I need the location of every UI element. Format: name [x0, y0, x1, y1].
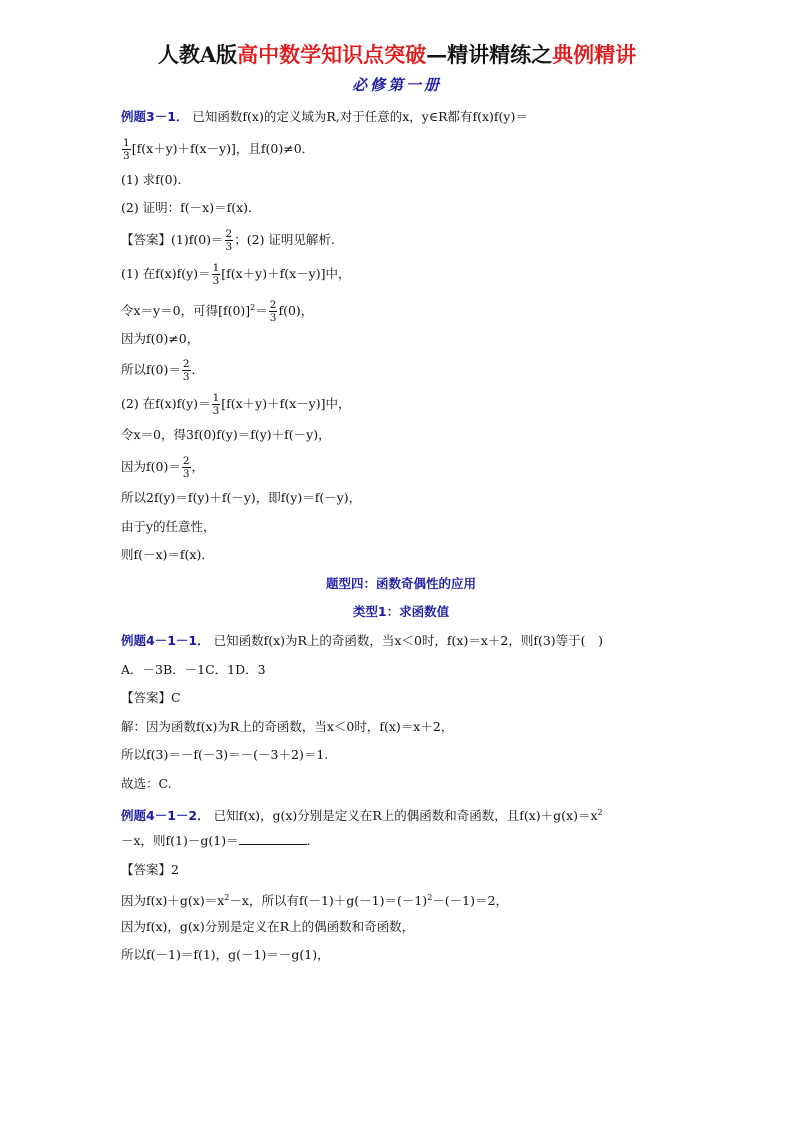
- answer-options: A．－3B．－1C．1D．3: [121, 661, 266, 677]
- solution-line: 则f(－x)＝f(x)．: [121, 547, 214, 563]
- solution-line: (2) 在f(x)f(y)＝ $\frac{1}{3}$ [f(x＋y)＋f(x－y)]中，: [121, 392, 351, 418]
- title-part-2: 高中数学知识点突破: [237, 42, 427, 67]
- fraction: $\frac{2}{3}$: [225, 227, 233, 253]
- section-heading: 题型四：函数奇偶性的应用: [325, 575, 476, 591]
- section-subheading: 类型1：求函数值: [352, 604, 450, 620]
- example-3-1-stem: [121, 103, 681, 132]
- answer-line: 【答案】2: [121, 861, 179, 877]
- answer-line: 【答案】(1)f(0)＝ $\frac{2}{3}$ ；(2) 证明见解析.: [121, 227, 335, 253]
- solution-line: 由于y的任意性，: [121, 518, 216, 534]
- fraction: $\frac{1}{3}$: [212, 392, 220, 418]
- fraction: $\frac{2}{3}$: [182, 454, 190, 480]
- fraction: $\frac{2}{3}$: [182, 358, 190, 384]
- stem-text: 已知f(x)，g(x)分别是定义在R上的偶函数和奇函数，且f(x)＋g(x)＝x: [213, 807, 598, 823]
- solution-line: 所以2f(y)＝f(y)＋f(－y)，即f(y)＝f(－y)，: [121, 489, 362, 505]
- solution-line: 令x＝0，得3f(0)f(y)＝f(y)＋f(－y)，: [121, 427, 331, 443]
- page-subtitle: 必修第一册: [351, 76, 442, 94]
- question-2: (2) 证明：f(－x)＝f(x)．: [121, 200, 261, 216]
- solution-line: 所以f(3)＝－f(－3)＝－(－3＋2)＝1.: [121, 747, 329, 763]
- title-part-3: —精讲精练之: [426, 42, 553, 67]
- example-4-1-1-stem: [121, 627, 681, 656]
- example-4-1-2-stem-cont: －x，则f(1)－g(1)＝ .: [121, 833, 311, 849]
- solution-line: 因为$f(x)+g(x)=x^2-x$，所以有$f(-1)+g(-1)=(-1)^2-(-1)=2$，: [121, 893, 508, 909]
- example-4-1-2-stem: 例题4－1－2． 已知f(x)，g(x)分别是定义在R上的偶函数和奇函数，且$f(x)+g(x)=x^2$: [121, 807, 603, 823]
- question-1: (1) 求f(0)．: [121, 171, 191, 187]
- stem-text: 已知函数f(x)为R上的奇函数，当x＜0时，f(x)＝x＋2，则f(3)等于( ): [213, 632, 603, 648]
- example-3-1-stem-cont: [121, 132, 681, 166]
- document-body: [121, 103, 681, 970]
- solution-line: 解：因为函数f(x)为R上的奇函数，当x＜0时，f(x)＝x＋2，: [121, 718, 454, 734]
- solution-line: 所以f(0)＝ $\frac{2}{3}$ ．: [121, 358, 205, 384]
- solution-line: 因为f(0)＝ $\frac{2}{3}$ ，: [121, 454, 205, 480]
- solution-line: 故选：C.: [121, 775, 172, 791]
- example-label: 例题3－1．: [121, 109, 189, 124]
- solution-line: 所以f(－1)＝f(1)，g(－1)＝－g(1)，: [121, 947, 330, 963]
- title-part-1: 人教A版: [157, 42, 238, 67]
- solution-line: (1) 在f(x)f(y)＝ $\frac{1}{3}$ [f(x＋y)＋f(x－y)]中，: [121, 261, 351, 287]
- title-part-4: 典例精讲: [552, 42, 637, 67]
- fraction: $\frac{1}{3}$: [123, 136, 130, 162]
- stem-text: [f(x＋y)＋f(x－y)]，且f(0)≠0．: [131, 140, 315, 156]
- solution-line: 因为f(x)，g(x)分别是定义在R上的偶函数和奇函数，: [121, 918, 415, 934]
- solution-line: 因为f(0)≠0，: [121, 330, 200, 346]
- page-title: [0, 41, 794, 69]
- answer-blank: [239, 834, 307, 845]
- stem-text: 已知函数f(x)的定义域为R,对于任意的x，y∈R都有f(x)f(y)＝: [192, 109, 528, 124]
- solution-line: 令x＝y＝0，可得$[f(0)]^2=$ $\frac{2}{3}$ f(0)，: [121, 298, 314, 324]
- fraction: $\frac{2}{3}$: [269, 298, 277, 324]
- answer-line: 【答案】C: [121, 690, 181, 706]
- example-label: 例题4－1－1．: [121, 632, 210, 648]
- fraction: $\frac{1}{3}$: [212, 261, 220, 287]
- example-label: 例题4－1－2．: [121, 807, 210, 823]
